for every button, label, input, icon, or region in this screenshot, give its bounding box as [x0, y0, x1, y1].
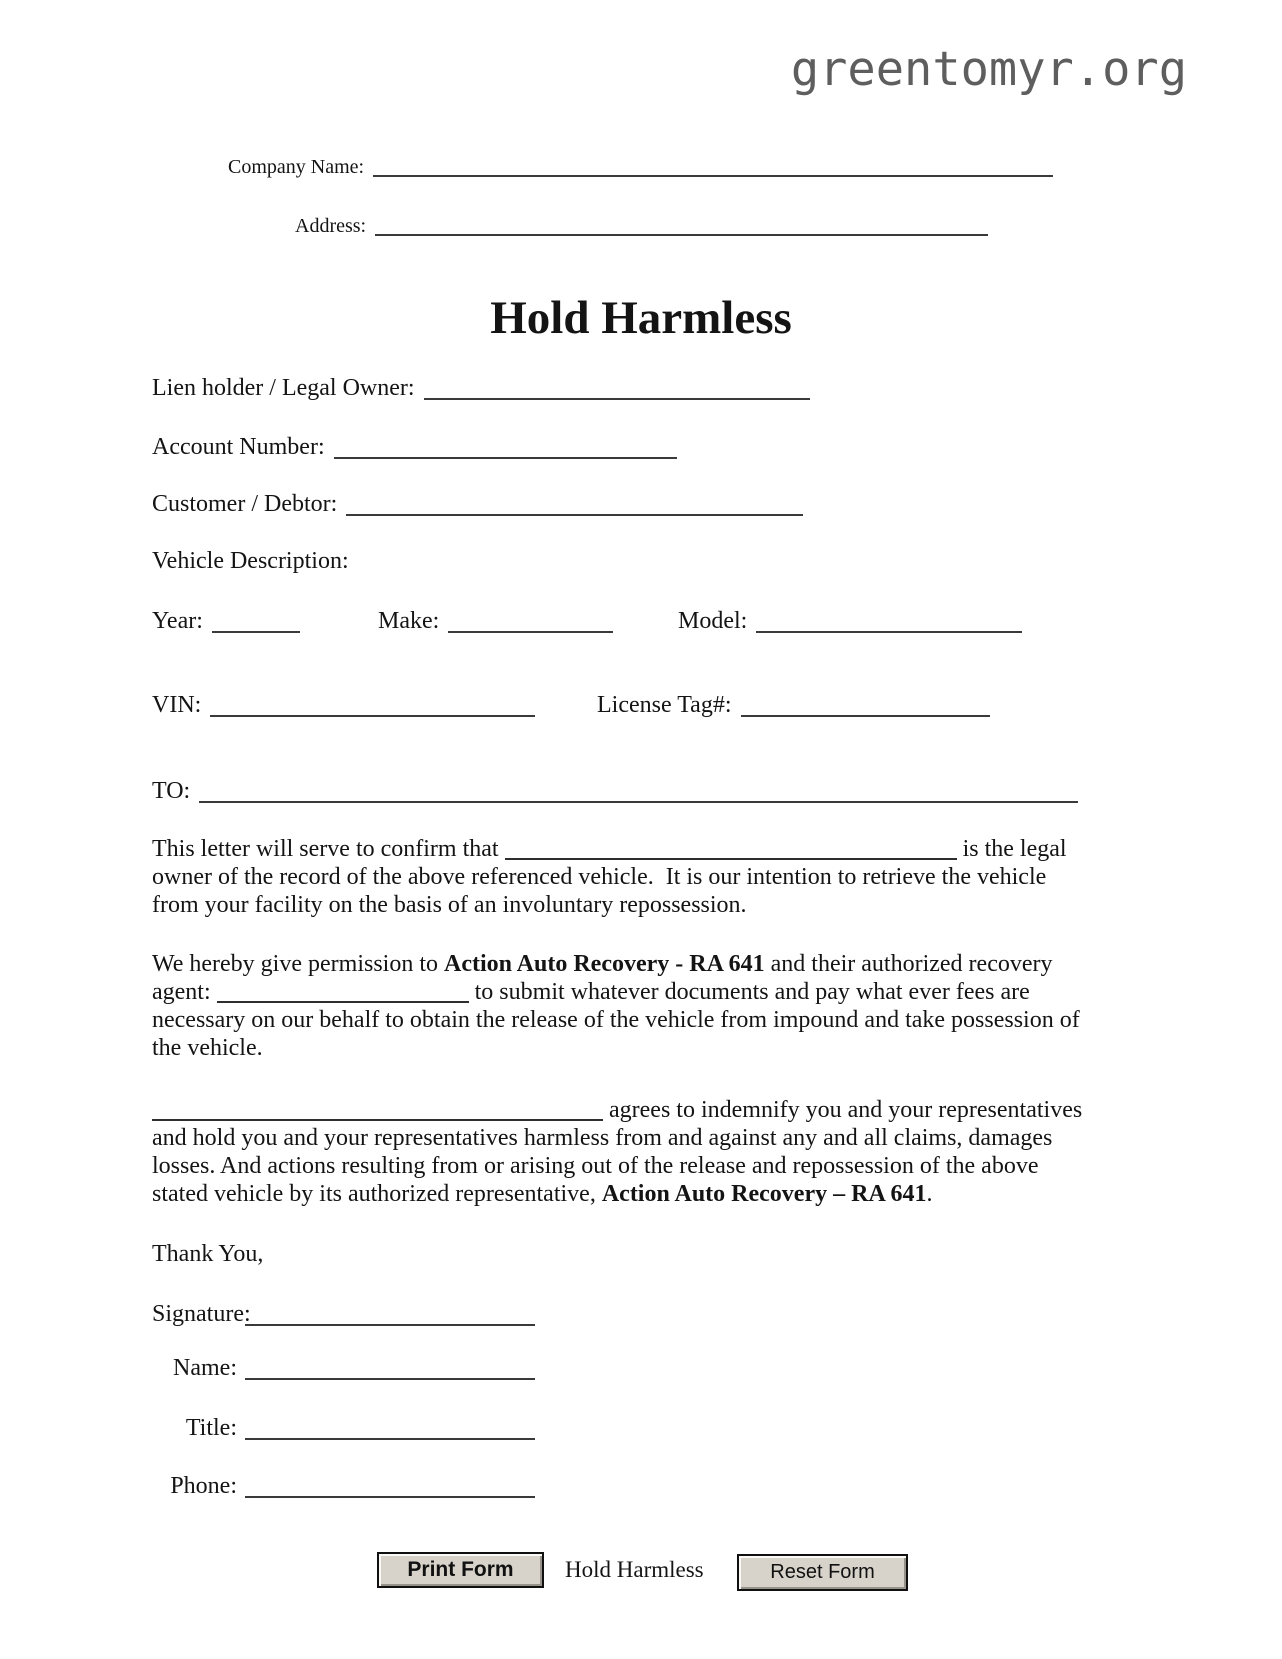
- name-label: Name:: [173, 1355, 237, 1381]
- p3-line4-period: .: [926, 1181, 933, 1207]
- vehicle-description-label: Vehicle Description:: [152, 548, 349, 574]
- title-field[interactable]: [245, 1438, 535, 1440]
- customer-debtor-label: Customer / Debtor:: [152, 491, 338, 517]
- model-row: [678, 609, 1022, 633]
- signature-field[interactable]: [245, 1324, 535, 1326]
- p2-text-pre: We hereby give permission to: [152, 951, 438, 977]
- vehicle-description-row: [152, 549, 349, 573]
- make-field[interactable]: [448, 631, 613, 633]
- p1-line3: from your facility on the basis of an involuntary repossession.: [152, 892, 747, 918]
- year-label: Year:: [152, 608, 203, 634]
- p1-text-post: is the legal: [962, 836, 1067, 862]
- account-number-label: Account Number:: [152, 434, 325, 460]
- vin-field[interactable]: [210, 715, 535, 717]
- p2-line2-post: to submit whatever documents and pay what ever fees are: [474, 979, 1030, 1005]
- to-row: [152, 779, 1078, 803]
- legal-owner-blank-field[interactable]: [505, 858, 957, 860]
- phone-row: [152, 1474, 535, 1498]
- signature-label: Signature:: [152, 1301, 251, 1327]
- p3-text-post: agrees to indemnify you and your representatives: [609, 1097, 1083, 1123]
- to-label: TO:: [152, 778, 191, 804]
- vin-row: [152, 693, 535, 717]
- company-name-row: [228, 157, 1053, 177]
- p2-line4: the vehicle.: [152, 1035, 263, 1061]
- account-number-row: [152, 435, 677, 459]
- license-tag-label: License Tag#:: [597, 692, 732, 718]
- model-label: Model:: [678, 608, 748, 634]
- company-name-bold-2: Action Auto Recovery – RA 641: [601, 1181, 927, 1207]
- customer-debtor-field[interactable]: [346, 514, 803, 516]
- account-number-field[interactable]: [334, 457, 677, 459]
- print-form-button[interactable]: Print Form: [377, 1552, 544, 1588]
- page-title: Hold Harmless: [490, 292, 792, 344]
- p2-text-post: and their authorized recovery: [770, 951, 1053, 977]
- company-name-label: Company Name:: [228, 156, 365, 178]
- address-label: Address:: [295, 215, 367, 237]
- footer-form-name: Hold Harmless: [565, 1557, 704, 1582]
- lien-holder-field[interactable]: [424, 398, 810, 400]
- year-row: [152, 609, 300, 633]
- address-field[interactable]: [375, 234, 988, 236]
- vin-label: VIN:: [152, 692, 202, 718]
- name-field[interactable]: [245, 1378, 535, 1380]
- agent-blank-field[interactable]: [217, 1001, 469, 1003]
- phone-field[interactable]: [245, 1496, 535, 1498]
- p3-line4-pre: stated vehicle by its authorized representative,: [152, 1181, 596, 1207]
- customer-debtor-row: [152, 492, 803, 516]
- p3-line2: and hold you and your representatives harmless from and against any and all claims, damages: [152, 1125, 1053, 1151]
- year-field[interactable]: [212, 631, 300, 633]
- p1-text-pre: This letter will serve to confirm that: [152, 836, 499, 862]
- p2-line3: necessary on our behalf to obtain the release of the vehicle from impound and take possession of: [152, 1007, 1080, 1033]
- address-row: [295, 216, 988, 236]
- phone-label: Phone:: [170, 1473, 237, 1499]
- site-watermark: greentomyr.org: [790, 42, 1187, 97]
- p1-line2: owner of the record of the above referenced vehicle. It is our intention to retrieve the vehicle: [152, 864, 1047, 890]
- p3-line3: losses. And actions resulting from or arising out of the release and repossession of the above: [152, 1153, 1039, 1179]
- indemnifier-blank-field[interactable]: [152, 1119, 603, 1121]
- title-label: Title:: [185, 1415, 237, 1441]
- model-field[interactable]: [756, 631, 1022, 633]
- paragraph-indemnify: [152, 1096, 1082, 1208]
- agent-label: agent:: [152, 979, 211, 1005]
- to-field[interactable]: [199, 801, 1078, 803]
- license-tag-field[interactable]: [741, 715, 991, 717]
- make-label: Make:: [378, 608, 440, 634]
- paragraph-confirm: [152, 835, 1067, 919]
- make-row: [378, 609, 613, 633]
- thank-you-text: Thank You,: [152, 1241, 264, 1267]
- paragraph-permission: [152, 950, 1080, 1062]
- reset-form-button[interactable]: Reset Form: [737, 1554, 908, 1591]
- company-name-bold: Action Auto Recovery - RA 641: [444, 951, 765, 977]
- signature-row: [152, 1302, 535, 1326]
- name-row: [152, 1356, 535, 1380]
- company-name-field[interactable]: [373, 175, 1053, 177]
- lien-holder-row: [152, 376, 810, 400]
- title-row: [152, 1416, 535, 1440]
- license-tag-row: [597, 693, 990, 717]
- lien-holder-label: Lien holder / Legal Owner:: [152, 375, 415, 401]
